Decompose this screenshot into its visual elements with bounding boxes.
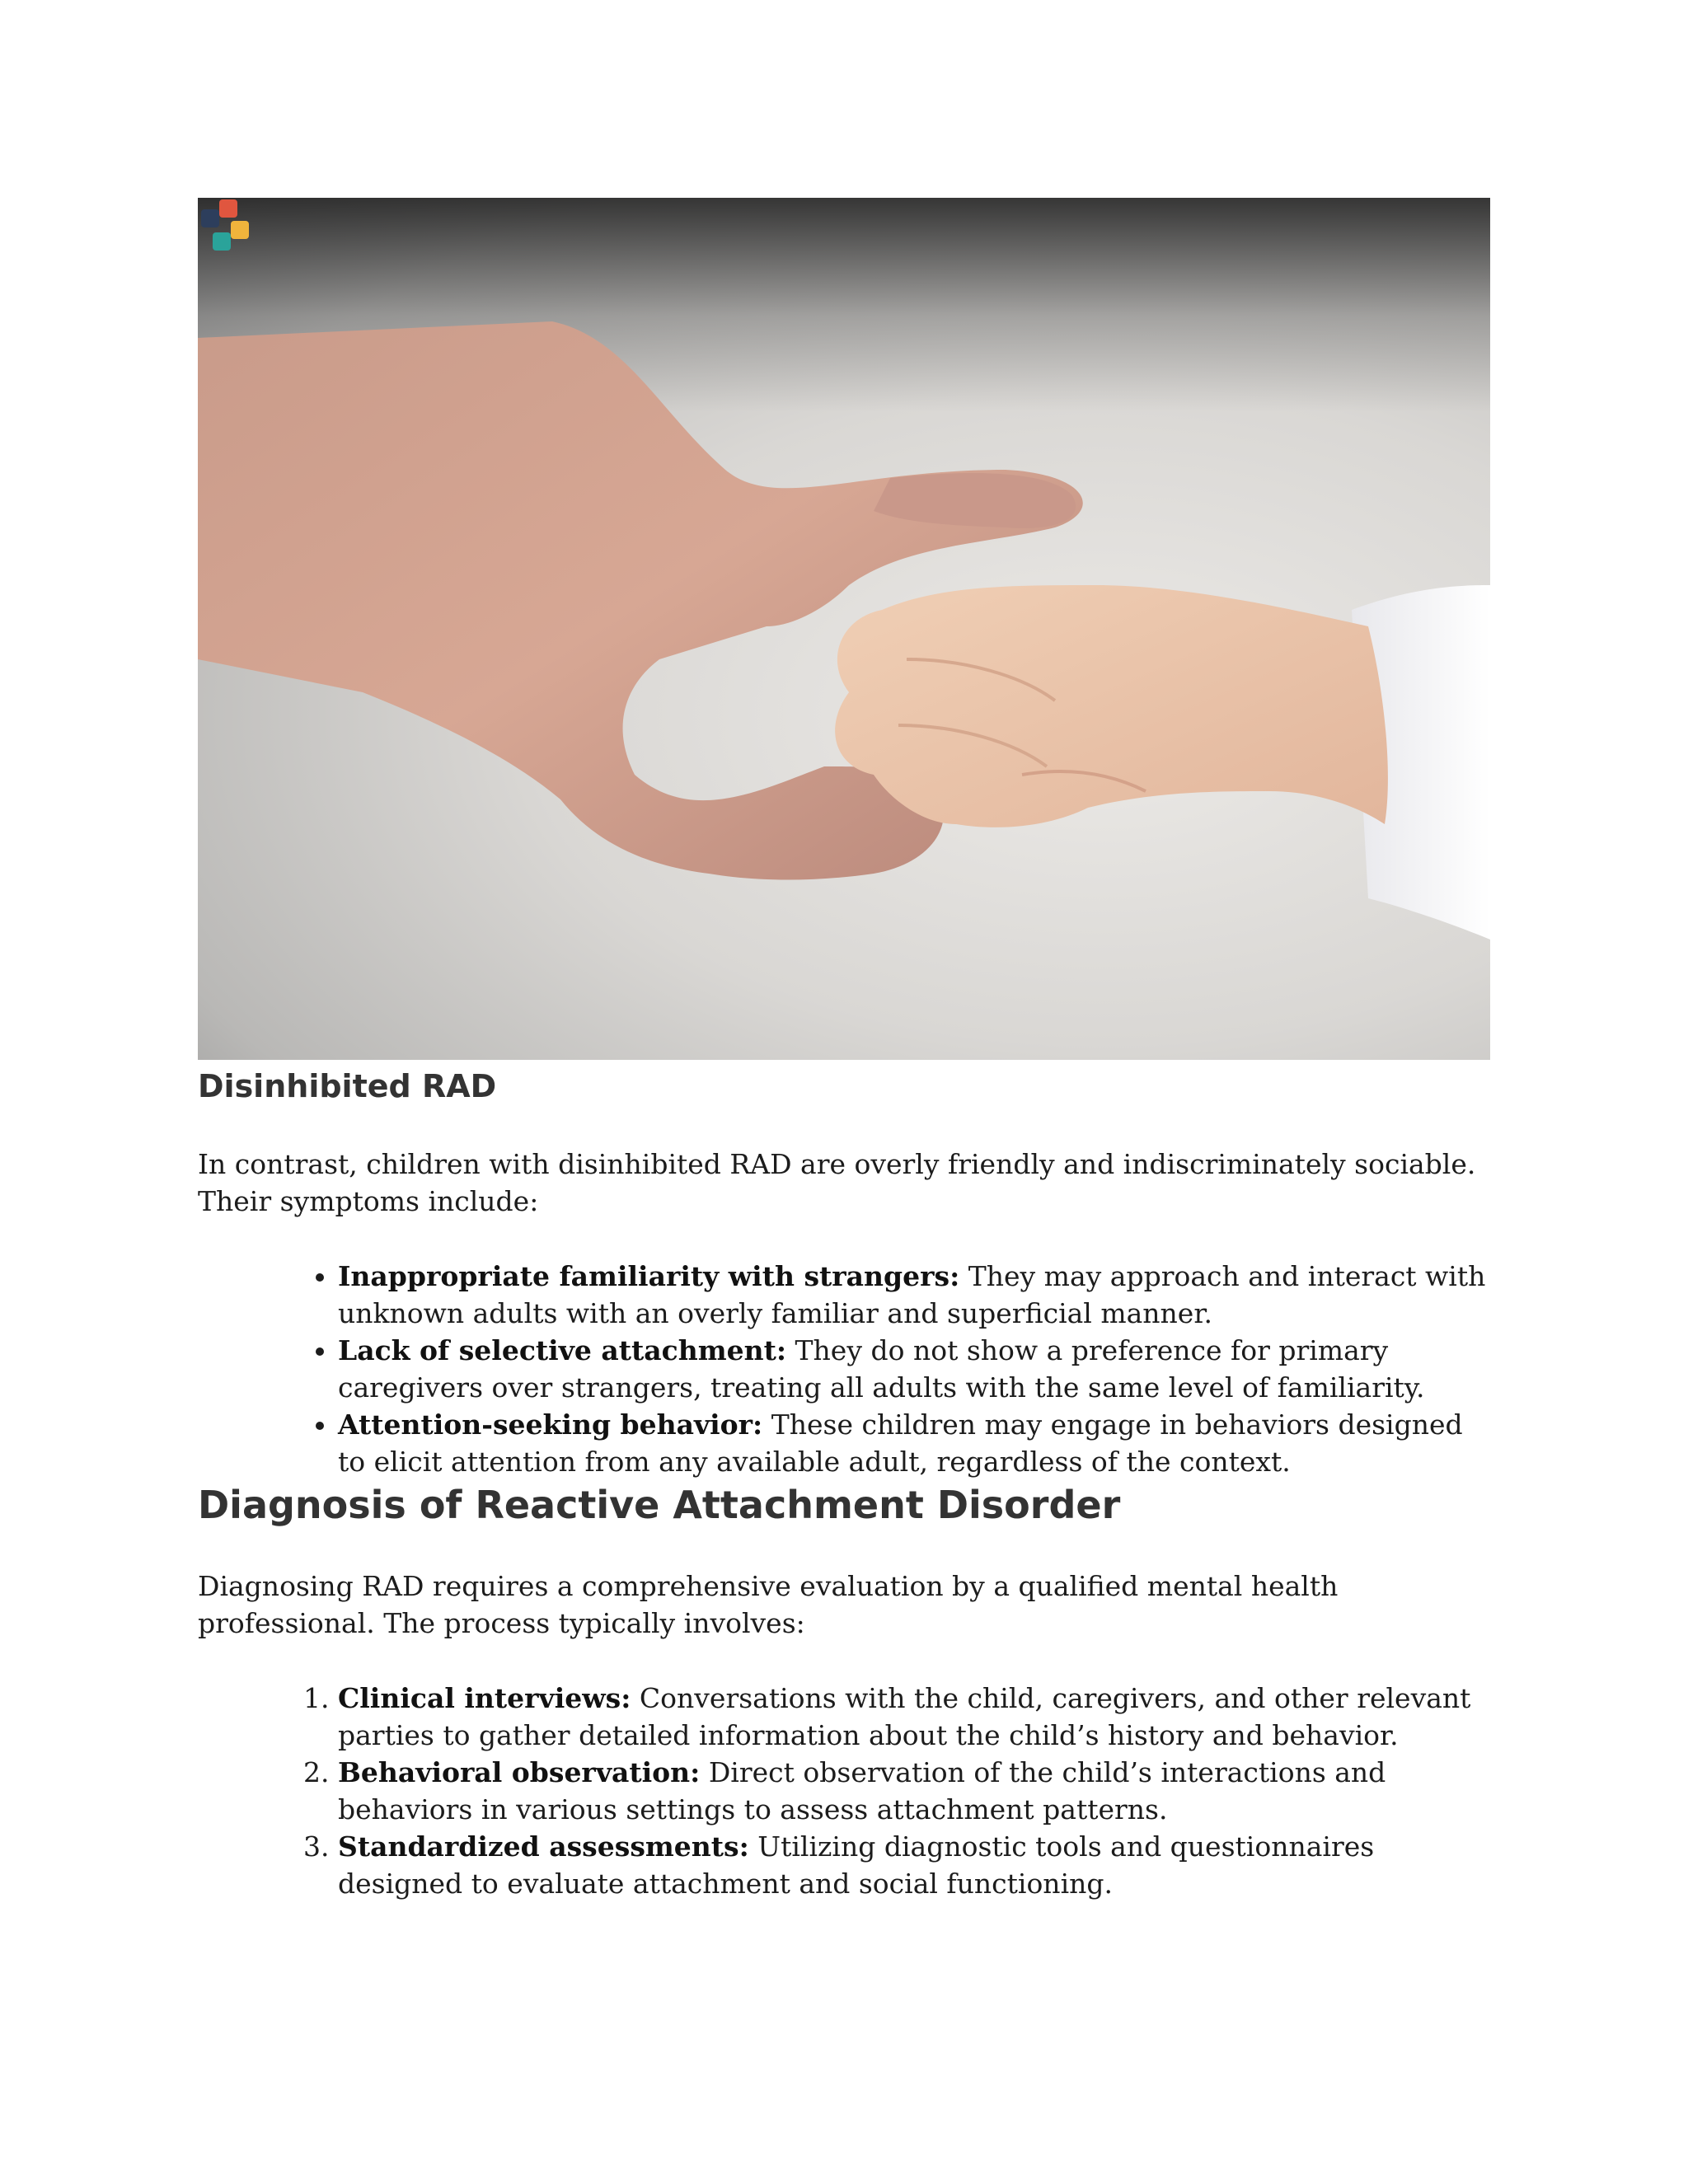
list-item — [338, 1754, 1490, 1828]
list-item-term: Attention-seeking behavior: — [338, 1408, 763, 1441]
section-intro-disinhibited: In contrast, children with disinhibited RAD are overly friendly and indiscriminately sociable. Their symptoms include: — [198, 1148, 1476, 1217]
hands-photo — [198, 198, 1490, 1060]
list-item-text: Utilizing diagnostic tools and questionnaires designed to evaluate attachment and social functioning. — [338, 1830, 1375, 1900]
list-item-term: Inappropriate familiarity with strangers: — [338, 1260, 960, 1292]
list-item-term: Lack of selective attachment: — [338, 1334, 787, 1366]
list-item — [338, 1258, 1490, 1332]
section-heading-diagnosis: Diagnosis of Reactive Attachment Disorder — [198, 1483, 1121, 1527]
list-item-text: These children may engage in behaviors designed to elicit attention from any available adult, regardless of the context. — [338, 1408, 1463, 1478]
list-item — [338, 1332, 1490, 1406]
list-item-term: Behavioral observation: — [338, 1756, 701, 1788]
list-item-term: Standardized assessments: — [338, 1830, 749, 1863]
list-item — [338, 1680, 1490, 1754]
list-item-term: Clinical interviews: — [338, 1682, 631, 1714]
list-item-text: Direct observation of the child’s interactions and behaviors in various settings to assess attachment patterns. — [338, 1756, 1386, 1825]
symptom-list — [198, 1258, 1490, 1480]
diagnosis-steps-list — [198, 1680, 1490, 1902]
section-heading-disinhibited: Disinhibited RAD — [198, 1068, 497, 1104]
list-item-text: They do not show a preference for primary caregivers over strangers, treating all adults with the same level of familiarity. — [338, 1334, 1425, 1404]
list-item — [338, 1828, 1490, 1902]
list-item-text: They may approach and interact with unknown adults with an overly familiar and superficial manner. — [338, 1260, 1486, 1329]
brand-logo-icon — [198, 198, 252, 252]
section-intro-diagnosis: Diagnosing RAD requires a comprehensive evaluation by a qualified mental health professional. The process typically involves: — [198, 1570, 1339, 1639]
document-page — [198, 198, 1490, 1902]
hands-illustration — [198, 198, 1490, 1060]
list-item — [338, 1406, 1490, 1480]
list-item-text: Conversations with the child, caregivers, and other relevant parties to gather detailed information about the child’s history and behavior. — [338, 1682, 1471, 1751]
